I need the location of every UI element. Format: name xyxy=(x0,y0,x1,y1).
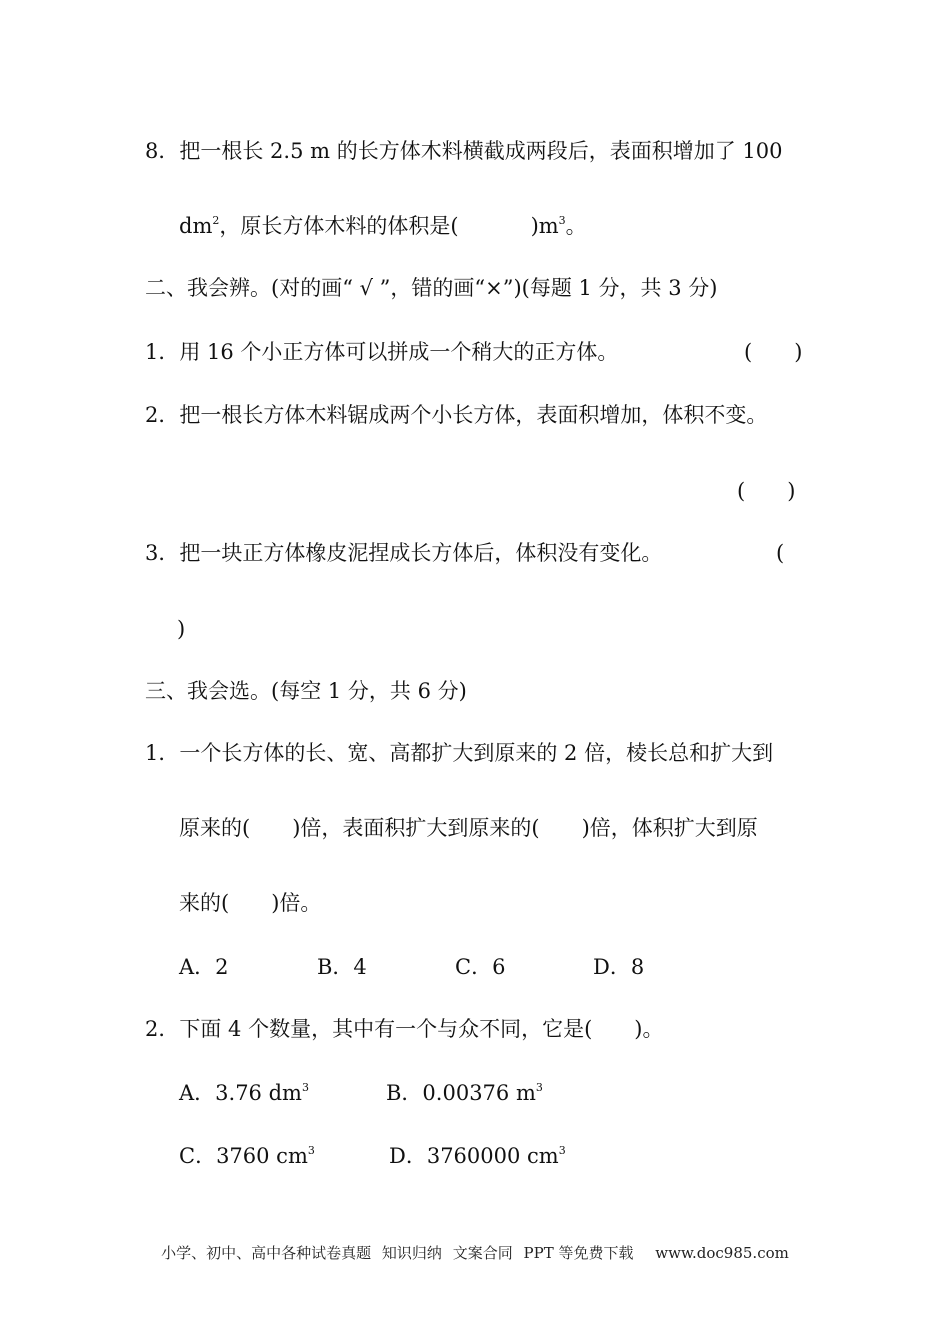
judge-question-3: 3．把一块正方体橡皮泥捏成长方体后，体积没有变化。 xyxy=(145,541,663,565)
option-text: B．0.00376 m xyxy=(386,1081,536,1105)
question-8-line-1: 8．把一根长 2.5 m 的长方体木料横截成两段后，表面积增加了 100 xyxy=(145,139,783,163)
choice-option-d[interactable]: D．8 xyxy=(593,955,645,979)
judge-answer-paren-3-close[interactable]: ) xyxy=(177,617,186,641)
choice-2-option-a[interactable] xyxy=(179,1078,309,1108)
answer-blank[interactable] xyxy=(459,211,531,241)
choice-2-option-c[interactable] xyxy=(179,1141,315,1171)
choice-question-1-line-2: 原来的( )倍，表面积扩大到原来的( )倍，体积扩大到原 xyxy=(179,816,758,840)
exponent: 3 xyxy=(558,214,566,227)
footer-item: 知识归纳 xyxy=(381,1244,442,1262)
exponent: 3 xyxy=(307,1144,315,1157)
exponent: 3 xyxy=(301,1081,309,1094)
option-text: A．3.76 dm xyxy=(179,1081,302,1105)
choice-question-1-line-1: 1．一个长方体的长、宽、高都扩大到原来的 2 倍，棱长总和扩大到 xyxy=(145,741,774,765)
choice-2-option-b[interactable] xyxy=(386,1078,543,1108)
option-text: C．3760 cm xyxy=(179,1144,308,1168)
footer-link[interactable]: www.doc985.com xyxy=(655,1244,789,1262)
section-2-heading: 二、我会辨。(对的画“ √ ”，错的画“×”)(每题 1 分，共 3 分) xyxy=(145,276,718,300)
judge-answer-paren-1[interactable]: ( ) xyxy=(744,340,803,364)
choice-option-c[interactable]: C．6 xyxy=(455,955,506,979)
choice-2-option-d[interactable] xyxy=(389,1141,566,1171)
judge-question-2: 2．把一根长方体木料锯成两个小长方体，表面积增加，体积不变。 xyxy=(145,403,768,427)
footer-item: 文案合同 xyxy=(452,1244,513,1262)
footer-item: 小学、初中、高中各种试卷真题 xyxy=(161,1244,372,1262)
choice-option-b[interactable]: B．4 xyxy=(317,955,367,979)
exponent: 3 xyxy=(535,1081,543,1094)
footer-item: PPT 等免费下载 xyxy=(523,1244,634,1262)
option-text: D．3760000 cm xyxy=(389,1144,559,1168)
question-8-line-2 xyxy=(179,211,587,241)
question-8-text: ，原长方体木料的体积是( xyxy=(219,214,459,238)
exponent: 3 xyxy=(558,1144,566,1157)
unit-m: )m xyxy=(530,214,559,238)
period: 。 xyxy=(565,214,587,238)
section-3-heading: 三、我会选。(每空 1 分，共 6 分) xyxy=(145,679,467,703)
judge-question-1: 1．用 16 个小正方体可以拼成一个稍大的正方体。 xyxy=(145,340,619,364)
unit-dm: dm xyxy=(179,214,213,238)
judge-answer-paren-3-open[interactable]: ( xyxy=(776,541,785,565)
judge-answer-paren-2[interactable]: ( ) xyxy=(737,479,796,503)
page-footer xyxy=(0,1241,950,1265)
choice-question-1-line-3: 来的( )倍。 xyxy=(179,891,322,915)
exponent: 2 xyxy=(212,214,220,227)
choice-option-a[interactable]: A．2 xyxy=(179,955,229,979)
choice-question-2-stem: 2．下面 4 个数量，其中有一个与众不同，它是( )。 xyxy=(145,1017,664,1041)
